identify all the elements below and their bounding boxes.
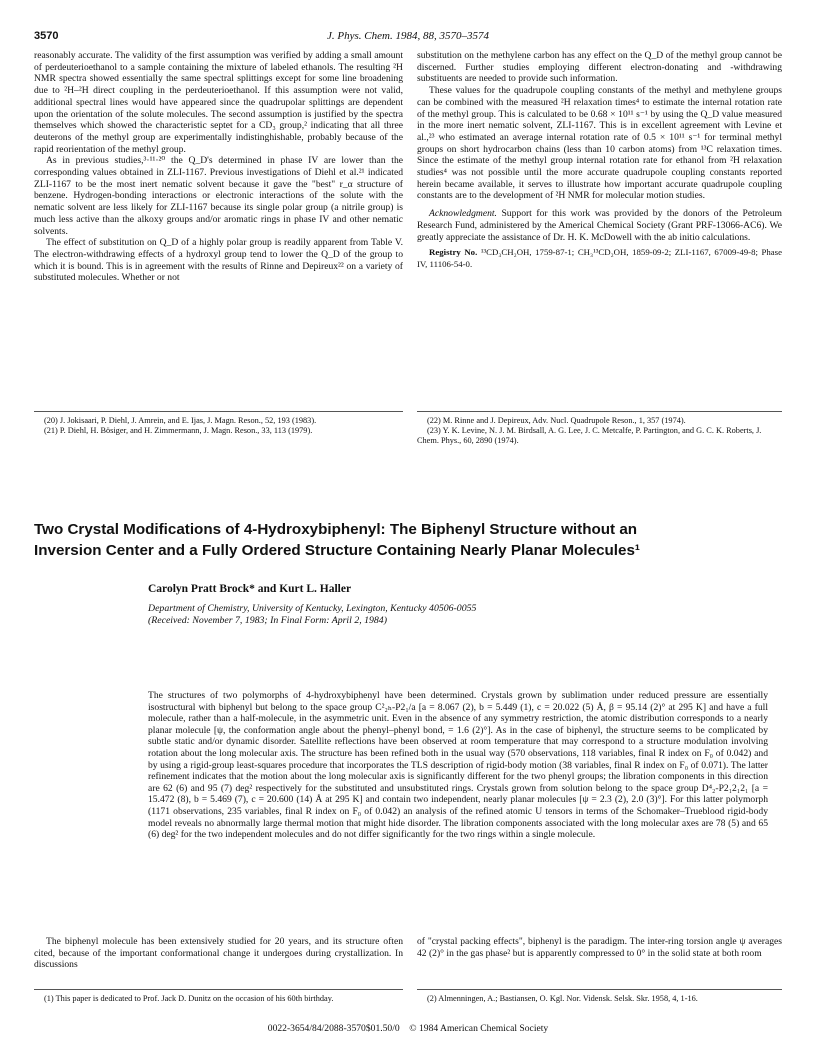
journal-citation: J. Phys. Chem. 1984, 88, 3570–3574 xyxy=(327,30,489,42)
body-paragraph: of "crystal packing effects", biphenyl is the paradigm. The inter-ring torsion angle ψ averages 42 (2)° in the gas phase² but is apparently compressed to 0° in the solid state at both room xyxy=(417,936,782,959)
footnote-rule xyxy=(34,989,403,990)
body-paragraph: As in previous studies,³·¹¹·²⁰ the Q_D's determined in phase IV are lower than the corresponding values obtained in ZLI-1167. Previous investigations of Diehl et al.²¹ indicated ZLI-1167 to be the most inert nematic solvent because it gave the "best" r_α structure of benzene. Hydrogen-bonding interactions or electronic interactions of the solute with the nematic solvent are less likely for ZLI-1167 because its single polar group (a nitrile group) is much less active than the alkoxy groups and/or aromatic rings in phase IV and other nematic solvents. xyxy=(34,155,403,237)
abstract-text: The structures of two polymorphs of 4-hydroxybiphenyl have been determined. Crystals grown by sublimation under reduced pressure are essentially isostructural with biphenyl but belong to the space group C²₂ₕ-P2₁/a [a = 8.067 (2), b = 5.449 (1), c = 20.022 (5) Å, β = 95.14 (2)° at 295 K] and have a full molecule, rather than a half-molecule, in the asymmetric unit. Even in the absence of any symmetry restriction, the atomic distribution corresponds to a nearly planar molecule [ψ, the conformation angle about the phenyl–phenyl bond, = 1.6 (2)°]. As in the case of biphenyl, the structure seems to be complicated by subtle static and/or dynamic disorder. Satellite reflections have been observed at room temperature that may correspond to a structure modulation involving rotation about the long molecular axis. The structure has been refined both in the usual way (570 observations, 118 variables, final R index on F₀ of 0.042) and by using a rigid-group least-squares procedure that incorporates the TLS description of rigid-body motion (38 variables, final R index on F₀ of 0.071). The latter refinement indicates that the motion about the long molecular axis is significantly different for the two phenyl groups; the libration components in this direction are 62 (6) and 95 (7) deg² respectively for the substituted and unsubstituted rings. Crystals grown from solution belong to the space group D⁴₂-P2₁2₁2₁ [a = 15.472 (8), b = 5.469 (7), c = 20.600 (14) Å at 295 K] and contain two independent, nearly planar molecules [ψ = 2.3 (2), 2.0 (3)°]. For this latter polymorph (1171 observations, 235 variables, final R index on F₀ of 0.042) an analysis of the refined atomic U tensors in terms of the Schomaker–Trueblood rigid-body model reveals no abnormally large thermal motion that might hide disorder. The libration components associated with the long molecular axes are 78 (5) and 65 (6) deg² for the two independent molecules and do not differ significantly for the two rings within a single molecule. xyxy=(148,690,768,841)
body-paragraph: substitution on the methylene carbon has any effect on the Q_D of the methyl group cannot be discerned. Further studies employing different electron-donating and -withdrawing substituents are needed to provide such information. xyxy=(417,50,782,85)
right-column xyxy=(417,50,782,271)
acknowledgment-text: Support for this work was provided by the donors of the Petroleum Research Fund, administered by the Americal Chemical Society (Grant PRF-13066-AC6). We greatly appreciate the assistance of Dr. H. K. McDowell with the ab initio calculations. xyxy=(417,208,782,243)
right-footnotes xyxy=(417,416,782,446)
acknowledgment-label: Acknowledgment. xyxy=(429,208,497,220)
article-title xyxy=(34,519,794,561)
footnote: (22) M. Rinne and J. Depireux, Adv. Nucl. Quadrupole Reson., 1, 357 (1974). xyxy=(427,416,686,425)
footnote-rule xyxy=(34,411,403,412)
article-code: 0022-3654/84/2088-3570$01.50/0 xyxy=(267,1023,400,1034)
body-paragraph: The effect of substitution on Q_D of a highly polar group is readily apparent from Table V. The electron-withdrawing effects of a hydroxyl group tend to lower the Q_D of the group to which it is bound. This is in agreement with the results of Rinne and Depireux²² on a variety of substituted molecules. Whether or not xyxy=(34,237,403,284)
affiliation-block xyxy=(148,603,476,627)
authors: Carolyn Pratt Brock* and Kurt L. Haller xyxy=(148,583,352,595)
footnote: (21) P. Diehl, H. Bösiger, and H. Zimmermann, J. Magn. Reson., 33, 113 (1979). xyxy=(44,426,313,435)
intro-footnote-left xyxy=(34,994,403,1004)
abstract xyxy=(148,690,768,841)
received-dates: (Received: November 7, 1983; In Final Form: April 2, 1984) xyxy=(148,615,387,626)
registry-numbers xyxy=(417,247,782,270)
footnote: (2) Almenningen, A.; Bastiansen, O. Kgl. Nor. Vidensk. Selsk. Skr. 1958, 4, 1-16. xyxy=(427,994,698,1003)
article-title-line: Two Crystal Modifications of 4-Hydroxybiphenyl: The Biphenyl Structure without an xyxy=(34,521,638,538)
page-footer xyxy=(0,1023,816,1034)
intro-footnote-right xyxy=(417,994,782,1004)
body-paragraph: These values for the quadrupole coupling constants of the methyl and methylene groups can be combined with the measured ²H relaxation times⁴ to estimate the internal rotation rate of the methyl group. This is calculated to be 0.68 × 10¹¹ s⁻¹ by using the Q_D value measured in the more inert nematic solvent, ZLI-1167. This is in excellent agreement with Levine et al.,²³ who estimated an average internal rotation rate of 0.5 × 10¹¹ s⁻¹ for terminal methyl groups on short hydrocarbon chains (less than 10 carbon atoms) from ¹³C relaxation times. Since the estimate of the methyl group internal rotation rate for ethanol from ²H relaxation studies⁴ was not possible until the more accurate quadrupole coupling constants reported herein became available, it serves to illustrate how important accurate quadrupole coupling constants are to the development of ²H NMR for molecular motion studies. xyxy=(417,85,782,202)
footnote-rule xyxy=(417,989,782,990)
page-number: 3570 xyxy=(34,30,59,42)
body-paragraph: The biphenyl molecule has been extensively studied for 20 years, and its structure often cited, because of the important conformational change it undergoes during crystallization. In discussions xyxy=(34,936,403,971)
article-title-line: Inversion Center and a Fully Ordered Structure Containing Nearly Planar Molecules¹ xyxy=(34,542,640,559)
footnote: (1) This paper is dedicated to Prof. Jack D. Dunitz on the occasion of his 60th birthday. xyxy=(44,994,334,1003)
footnote: (23) Y. K. Levine, N. J. M. Birdsall, A. G. Lee, J. C. Metcalfe, P. Partington, and G. C. K. Roberts, J. Chem. Phys., 60, 2890 (1974). xyxy=(417,426,762,445)
footnote-rule xyxy=(417,411,782,412)
registry-text: ¹³CD₃CH₂OH, 1759-87-1; CH₃¹³CD₂OH, 1859-09-2; ZLI-1167, 67009-49-8; Phase IV, 11106-54-0. xyxy=(417,247,782,269)
body-paragraph: reasonably accurate. The validity of the first assumption was verified by adding a small amount of perdeuterioethanol to a sample containing the mixture of labeled ethanols. The resulting ²H NMR spectra showed essentially the same spectral splittings except for some line broadening due to ²H–²H direct coupling in the perdeuterioethanol. If this assumption were not valid, additional spectral lines would have appeared since the quadrupolar splittings are dependent upon the orientation of the solute molecules. The second assumption is justified by the spectra themselves which showed the characteristic septet for a CD₃ group,² indicating that all three deuterons of the methyl group are experimentally indistinghishable, probably because of the rapid reorientation of the methyl group. xyxy=(34,50,403,155)
left-footnotes xyxy=(34,416,403,436)
intro-left xyxy=(34,936,403,971)
intro-right xyxy=(417,936,782,959)
copyright: © 1984 American Chemical Society xyxy=(409,1023,549,1034)
acknowledgment xyxy=(417,208,782,243)
affiliation: Department of Chemistry, University of Kentucky, Lexington, Kentucky 40506-0055 xyxy=(148,603,477,614)
left-column xyxy=(34,50,403,284)
running-header xyxy=(34,30,782,46)
registry-label: Registry No. xyxy=(429,247,478,258)
footnote: (20) J. Jokisaari, P. Diehl, J. Amrein, and E. Ijas, J. Magn. Reson., 52, 193 (1983). xyxy=(44,416,317,425)
